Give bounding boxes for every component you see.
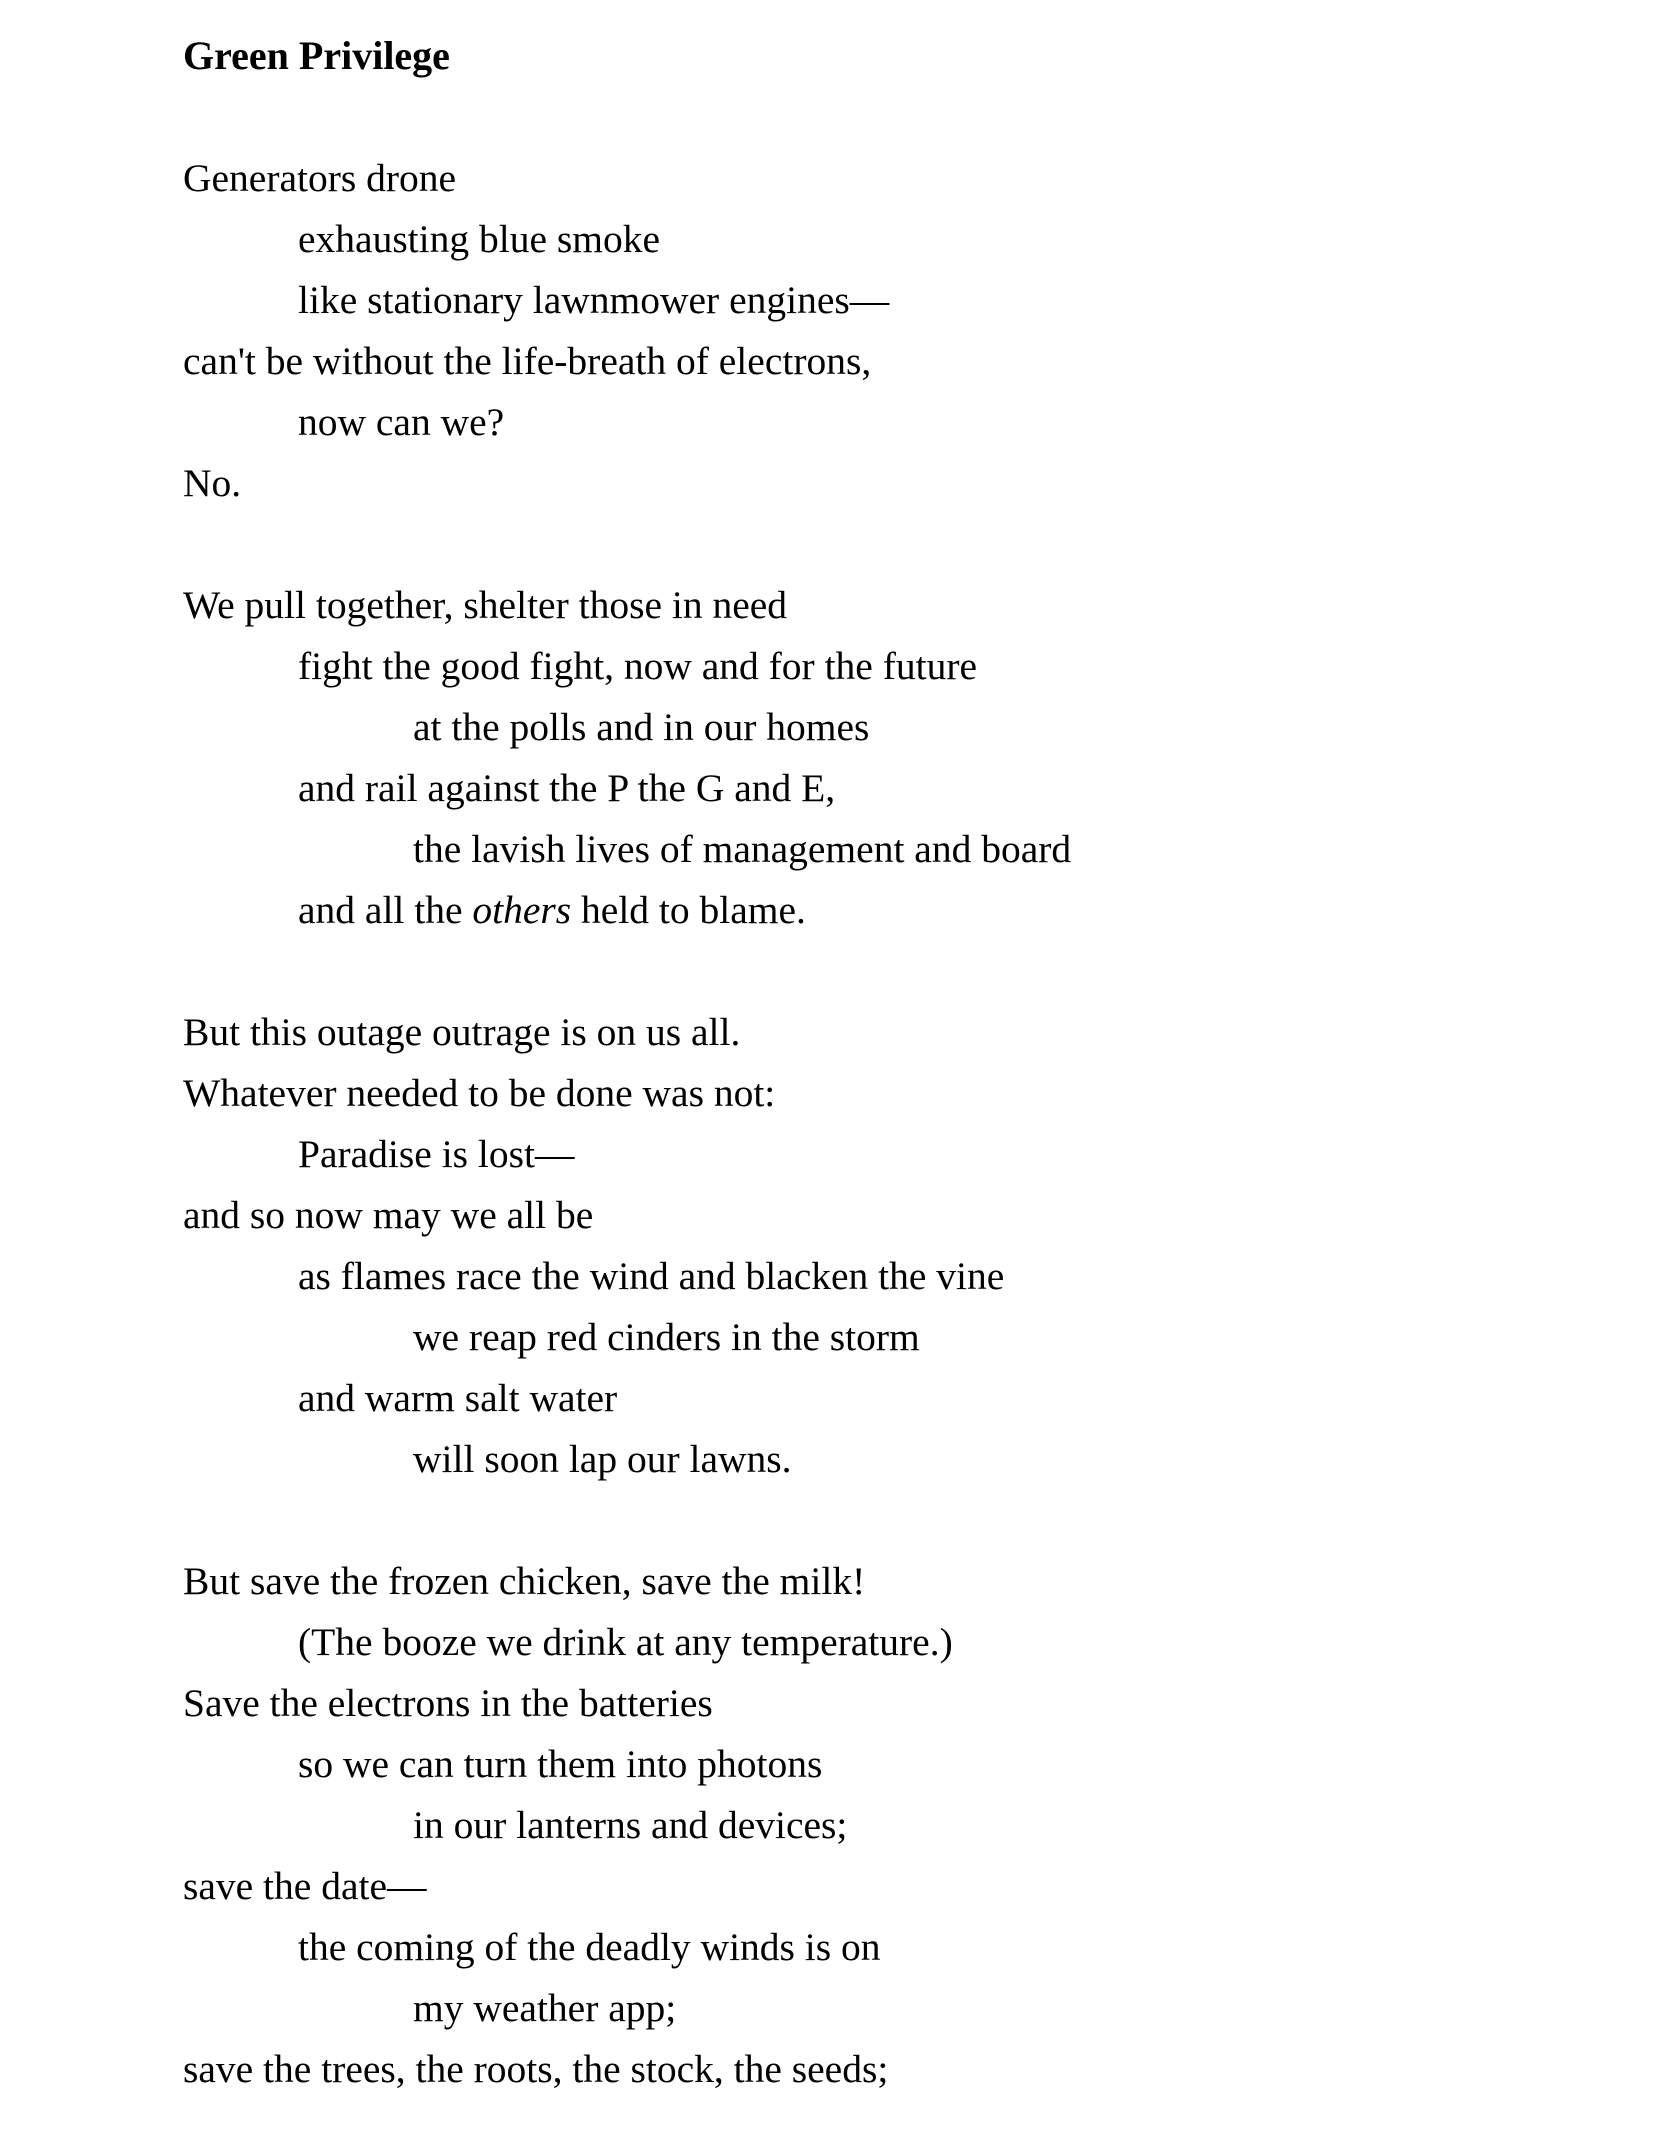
poem-line: can't be without the life-breath of electrons,: [183, 339, 872, 383]
poem-line: and rail against the P the G and E,: [298, 766, 836, 810]
poem-line: save the trees, the roots, the stock, the seeds;: [183, 2047, 889, 2091]
poem-line: we reap red cinders in the storm: [413, 1315, 920, 1359]
poem-line: like stationary lawnmower engines—: [298, 278, 890, 322]
poem-line: save the date—: [183, 1864, 427, 1908]
poem-line: and warm salt water: [298, 1376, 618, 1420]
poem-line-text: and all the: [298, 888, 473, 932]
poem-line: Save the electrons in the batteries: [183, 1681, 713, 1725]
poem-line: my weather app;: [413, 1986, 677, 2030]
poem-line: as flames race the wind and blacken the vine: [298, 1254, 1005, 1298]
poem-line: so we can turn them into photons: [298, 1742, 823, 1786]
poem-line: and so now may we all be: [183, 1193, 594, 1237]
emphasized-word: others: [472, 888, 572, 932]
poem-line: No.: [183, 461, 242, 505]
poem-line: exhausting blue smoke: [298, 217, 661, 261]
poem-line: in our lanterns and devices;: [413, 1803, 848, 1847]
poem-line-text: held to blame.: [571, 888, 806, 932]
poem-line: But save the frozen chicken, save the milk!: [183, 1559, 866, 1603]
poem-line: will soon lap our lawns.: [413, 1437, 792, 1481]
poem-line: (The booze we drink at any temperature.): [298, 1620, 953, 1664]
poem-line: now can we?: [298, 400, 505, 444]
poem-line: fight the good fight, now and for the future: [298, 644, 978, 688]
poem-line: at the polls and in our homes: [413, 705, 870, 749]
poem-line: Whatever needed to be done was not:: [183, 1071, 776, 1115]
poem-line: the lavish lives of management and board: [413, 827, 1072, 871]
poem-title: Green Privilege: [183, 33, 450, 78]
poem-line: But this outage outrage is on us all.: [183, 1010, 741, 1054]
poem-line: Generators drone: [183, 156, 457, 200]
poem-line: [298, 885, 806, 935]
poem-line: the coming of the deadly winds is on: [298, 1925, 881, 1969]
poem-line: We pull together, shelter those in need: [183, 583, 788, 627]
poem-line: Paradise is lost—: [298, 1132, 575, 1176]
